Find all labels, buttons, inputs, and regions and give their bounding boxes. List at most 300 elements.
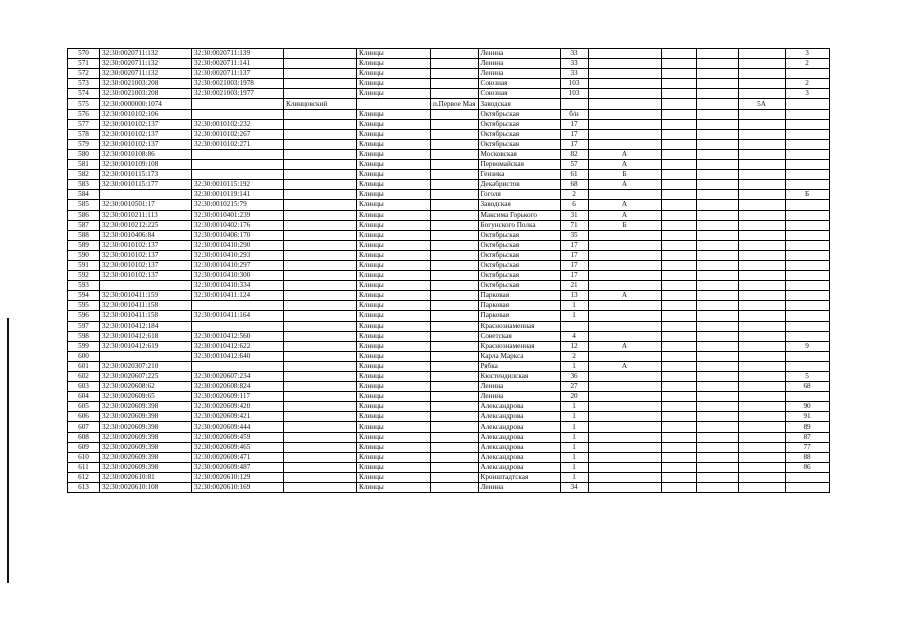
building-number-cell: 32:30:0010411:124: [192, 291, 284, 301]
parcel-number-cell: 32:30:0020711:132: [100, 49, 192, 59]
building-cell: [661, 271, 696, 281]
row-number-cell: 578: [68, 129, 100, 139]
row-number-cell: 605: [68, 402, 100, 412]
scan-edge-mark: [7, 318, 9, 583]
city-cell: Клинцы: [357, 361, 431, 371]
table-row: [68, 89, 830, 99]
street-cell: Гоголя: [478, 190, 560, 200]
building-number-cell: [192, 301, 284, 311]
house-number-cell: 17: [560, 260, 588, 270]
house-letter-cell: [588, 483, 661, 493]
city-cell: Клинцы: [357, 331, 431, 341]
house-number-cell: 57: [560, 160, 588, 170]
house-letter-cell: [588, 99, 661, 109]
street-cell: Карла Маркса: [478, 351, 560, 361]
row-number-cell: 599: [68, 341, 100, 351]
apartment-cell: 89: [785, 422, 829, 432]
city-cell: Клинцы: [357, 472, 431, 482]
house-letter-cell: [588, 311, 661, 321]
parcel-number-cell: [100, 190, 192, 200]
street-cell: Октябрьская: [478, 129, 560, 139]
parcel-number-cell: 32:30:0020711:132: [100, 59, 192, 69]
building-cell: [661, 89, 696, 99]
district-cell: [284, 260, 357, 270]
apartment-cell: 87: [785, 432, 829, 442]
building-number-cell: 32:30:0010412:640: [192, 351, 284, 361]
building-cell: [661, 99, 696, 109]
building-number-cell: 32:30:0010412:560: [192, 331, 284, 341]
house-letter-cell: [588, 260, 661, 270]
block-cell: [738, 442, 785, 452]
building-number-cell: 32:30:0010406:170: [192, 230, 284, 240]
table-row: [68, 119, 830, 129]
parcel-number-cell: 32:30:0010102:137: [100, 240, 192, 250]
row-number-cell: 594: [68, 291, 100, 301]
building-cell: [661, 372, 696, 382]
settlement-cell: [431, 200, 479, 210]
house-letter-cell: [588, 402, 661, 412]
house-number-cell: 12: [560, 341, 588, 351]
house-letter-cell: А: [588, 200, 661, 210]
block-cell: [738, 432, 785, 442]
apartment-cell: 3: [785, 49, 829, 59]
house-number-cell: 17: [560, 250, 588, 260]
table-row: [68, 149, 830, 159]
district-cell: [284, 160, 357, 170]
building-cell: [661, 361, 696, 371]
district-cell: [284, 382, 357, 392]
house-letter-cell: [588, 119, 661, 129]
house-number-cell: 35: [560, 230, 588, 240]
building-number-cell: [192, 149, 284, 159]
structure-cell: [696, 392, 738, 402]
city-cell: Клинцы: [357, 311, 431, 321]
house-letter-cell: [588, 271, 661, 281]
apartment-cell: [785, 483, 829, 493]
settlement-cell: [431, 432, 479, 442]
settlement-cell: [431, 271, 479, 281]
building-number-cell: 32:30:0010102:271: [192, 139, 284, 149]
city-cell: Клинцы: [357, 301, 431, 311]
settlement-cell: [431, 230, 479, 240]
row-number-cell: 598: [68, 331, 100, 341]
parcel-number-cell: 32:30:0021003:208: [100, 89, 192, 99]
house-number-cell: 33: [560, 59, 588, 69]
block-cell: [738, 452, 785, 462]
parcel-number-cell: 32:30:0010412:184: [100, 321, 192, 331]
house-number-cell: 1: [560, 301, 588, 311]
structure-cell: [696, 331, 738, 341]
building-number-cell: 32:30:0020610:129: [192, 472, 284, 482]
street-cell: Ленина: [478, 49, 560, 59]
house-letter-cell: [588, 351, 661, 361]
building-number-cell: 32:30:0010402:176: [192, 220, 284, 230]
settlement-cell: [431, 240, 479, 250]
row-number-cell: 604: [68, 392, 100, 402]
block-cell: [738, 129, 785, 139]
house-number-cell: 103: [560, 79, 588, 89]
house-letter-cell: [588, 442, 661, 452]
street-cell: Александрова: [478, 442, 560, 452]
street-cell: Ленина: [478, 382, 560, 392]
street-cell: Первомайская: [478, 160, 560, 170]
table-row: [68, 250, 830, 260]
structure-cell: [696, 59, 738, 69]
structure-cell: [696, 412, 738, 422]
settlement-cell: [431, 119, 479, 129]
building-cell: [661, 170, 696, 180]
district-cell: [284, 210, 357, 220]
block-cell: 5А: [738, 99, 785, 109]
city-cell: Клинцы: [357, 281, 431, 291]
district-cell: [284, 311, 357, 321]
building-number-cell: [192, 99, 284, 109]
structure-cell: [696, 79, 738, 89]
building-number-cell: 32:30:0010410:300: [192, 271, 284, 281]
district-cell: [284, 372, 357, 382]
block-cell: [738, 59, 785, 69]
apartment-cell: 77: [785, 442, 829, 452]
structure-cell: [696, 452, 738, 462]
apartment-cell: 86: [785, 462, 829, 472]
building-number-cell: [192, 170, 284, 180]
house-letter-cell: [588, 392, 661, 402]
apartment-cell: [785, 119, 829, 129]
table-row: [68, 462, 830, 472]
house-letter-cell: [588, 422, 661, 432]
house-letter-cell: [588, 49, 661, 59]
table-row: [68, 412, 830, 422]
table-row: [68, 59, 830, 69]
city-cell: Клинцы: [357, 190, 431, 200]
house-number-cell: 17: [560, 271, 588, 281]
building-number-cell: 32:30:0010411:164: [192, 311, 284, 321]
street-cell: Александрова: [478, 462, 560, 472]
settlement-cell: [431, 149, 479, 159]
district-cell: [284, 230, 357, 240]
street-cell: Краснознаменная: [478, 321, 560, 331]
building-number-cell: 32:30:0010102:232: [192, 119, 284, 129]
house-letter-cell: [588, 301, 661, 311]
table-row: [68, 180, 830, 190]
building-cell: [661, 79, 696, 89]
city-cell: Клинцы: [357, 59, 431, 69]
table-row: [68, 139, 830, 149]
settlement-cell: [431, 170, 479, 180]
building-cell: [661, 382, 696, 392]
house-letter-cell: [588, 281, 661, 291]
house-number-cell: 36: [560, 372, 588, 382]
house-letter-cell: А: [588, 291, 661, 301]
district-cell: [284, 291, 357, 301]
house-number-cell: 71: [560, 220, 588, 230]
parcel-number-cell: [100, 351, 192, 361]
building-number-cell: 32:30:0010215:79: [192, 200, 284, 210]
row-number-cell: 607: [68, 422, 100, 432]
house-number-cell: 31: [560, 210, 588, 220]
structure-cell: [696, 281, 738, 291]
city-cell: Клинцы: [357, 432, 431, 442]
structure-cell: [696, 200, 738, 210]
row-number-cell: 612: [68, 472, 100, 482]
table-row: [68, 200, 830, 210]
block-cell: [738, 483, 785, 493]
settlement-cell: п.Первое Мая: [431, 99, 479, 109]
apartment-cell: [785, 139, 829, 149]
house-number-cell: 33: [560, 49, 588, 59]
parcel-number-cell: 32:30:0010102:137: [100, 260, 192, 270]
house-letter-cell: А: [588, 210, 661, 220]
table-row: [68, 472, 830, 482]
district-cell: [284, 422, 357, 432]
city-cell: Клинцы: [357, 483, 431, 493]
block-cell: [738, 79, 785, 89]
settlement-cell: [431, 301, 479, 311]
district-cell: [284, 149, 357, 159]
house-letter-cell: [588, 372, 661, 382]
structure-cell: [696, 301, 738, 311]
row-number-cell: 597: [68, 321, 100, 331]
house-number-cell: 1: [560, 422, 588, 432]
parcel-number-cell: 32:30:0010212:225: [100, 220, 192, 230]
district-cell: [284, 250, 357, 260]
district-cell: [284, 139, 357, 149]
settlement-cell: [431, 291, 479, 301]
settlement-cell: [431, 422, 479, 432]
house-letter-cell: Б: [588, 170, 661, 180]
house-number-cell: 1: [560, 311, 588, 321]
building-number-cell: 32:30:0010401:239: [192, 210, 284, 220]
structure-cell: [696, 240, 738, 250]
apartment-cell: [785, 281, 829, 291]
district-cell: [284, 301, 357, 311]
row-number-cell: 595: [68, 301, 100, 311]
district-cell: [284, 452, 357, 462]
table-row: [68, 170, 830, 180]
district-cell: Клинцовский: [284, 99, 357, 109]
house-number-cell: 1: [560, 462, 588, 472]
structure-cell: [696, 291, 738, 301]
apartment-cell: 9: [785, 341, 829, 351]
building-cell: [661, 462, 696, 472]
street-cell: Александрова: [478, 412, 560, 422]
block-cell: [738, 200, 785, 210]
building-number-cell: 32:30:0020711:139: [192, 49, 284, 59]
apartment-cell: [785, 109, 829, 119]
district-cell: [284, 361, 357, 371]
house-letter-cell: [588, 432, 661, 442]
settlement-cell: [431, 49, 479, 59]
district-cell: [284, 69, 357, 79]
apartment-cell: [785, 361, 829, 371]
district-cell: [284, 190, 357, 200]
block-cell: [738, 210, 785, 220]
row-number-cell: 601: [68, 361, 100, 371]
row-number-cell: 613: [68, 483, 100, 493]
district-cell: [284, 412, 357, 422]
block-cell: [738, 351, 785, 361]
block-cell: [738, 392, 785, 402]
house-letter-cell: А: [588, 160, 661, 170]
row-number-cell: 586: [68, 210, 100, 220]
table-row: [68, 49, 830, 59]
street-cell: Парковая: [478, 301, 560, 311]
settlement-cell: [431, 442, 479, 452]
house-letter-cell: [588, 139, 661, 149]
building-cell: [661, 341, 696, 351]
parcel-number-cell: 32:30:0010102:137: [100, 119, 192, 129]
row-number-cell: 592: [68, 271, 100, 281]
district-cell: [284, 472, 357, 482]
settlement-cell: [431, 361, 479, 371]
house-letter-cell: [588, 79, 661, 89]
house-number-cell: 1: [560, 452, 588, 462]
structure-cell: [696, 311, 738, 321]
city-cell: Клинцы: [357, 79, 431, 89]
building-number-cell: 32:30:0010410:290: [192, 240, 284, 250]
row-number-cell: 575: [68, 99, 100, 109]
parcel-number-cell: 32:30:0020609:398: [100, 442, 192, 452]
street-cell: Октябрьская: [478, 230, 560, 240]
settlement-cell: [431, 392, 479, 402]
block-cell: [738, 250, 785, 260]
structure-cell: [696, 190, 738, 200]
city-cell: Клинцы: [357, 49, 431, 59]
house-number-cell: 1: [560, 442, 588, 452]
block-cell: [738, 180, 785, 190]
table-row: [68, 240, 830, 250]
street-cell: Александрова: [478, 402, 560, 412]
structure-cell: [696, 220, 738, 230]
building-number-cell: [192, 321, 284, 331]
city-cell: Клинцы: [357, 402, 431, 412]
house-letter-cell: [588, 382, 661, 392]
street-cell: Гензика: [478, 170, 560, 180]
parcel-number-cell: 32:30:0010115:177: [100, 180, 192, 190]
street-cell: Заводская: [478, 200, 560, 210]
block-cell: [738, 291, 785, 301]
building-number-cell: 32:30:0010410:334: [192, 281, 284, 291]
house-number-cell: 17: [560, 240, 588, 250]
building-number-cell: 32:30:0021003:1977: [192, 89, 284, 99]
building-cell: [661, 331, 696, 341]
city-cell: Клинцы: [357, 89, 431, 99]
table-row: [68, 109, 830, 119]
city-cell: Клинцы: [357, 271, 431, 281]
district-cell: [284, 281, 357, 291]
building-cell: [661, 291, 696, 301]
city-cell: Клинцы: [357, 392, 431, 402]
table-row: [68, 331, 830, 341]
apartment-cell: Б: [785, 190, 829, 200]
table-row: [68, 361, 830, 371]
parcel-number-cell: 32:30:0020607:225: [100, 372, 192, 382]
row-number-cell: 582: [68, 170, 100, 180]
structure-cell: [696, 341, 738, 351]
house-letter-cell: [588, 472, 661, 482]
building-cell: [661, 119, 696, 129]
settlement-cell: [431, 311, 479, 321]
row-number-cell: 581: [68, 160, 100, 170]
street-cell: Парковая: [478, 291, 560, 301]
structure-cell: [696, 230, 738, 240]
row-number-cell: 576: [68, 109, 100, 119]
building-cell: [661, 69, 696, 79]
building-number-cell: [192, 361, 284, 371]
street-cell: Октябрьская: [478, 271, 560, 281]
city-cell: Клинцы: [357, 69, 431, 79]
district-cell: [284, 392, 357, 402]
block-cell: [738, 230, 785, 240]
table-row: [68, 271, 830, 281]
district-cell: [284, 180, 357, 190]
row-number-cell: 591: [68, 260, 100, 270]
structure-cell: [696, 49, 738, 59]
house-letter-cell: [588, 240, 661, 250]
city-cell: Клинцы: [357, 442, 431, 452]
row-number-cell: 606: [68, 412, 100, 422]
settlement-cell: [431, 180, 479, 190]
apartment-cell: [785, 321, 829, 331]
apartment-cell: [785, 240, 829, 250]
building-cell: [661, 180, 696, 190]
apartment-cell: 88: [785, 452, 829, 462]
structure-cell: [696, 271, 738, 281]
block-cell: [738, 472, 785, 482]
parcel-number-cell: 32:30:0010102:137: [100, 271, 192, 281]
block-cell: [738, 422, 785, 432]
block-cell: [738, 170, 785, 180]
apartment-cell: 68: [785, 382, 829, 392]
city-cell: Клинцы: [357, 341, 431, 351]
row-number-cell: 577: [68, 119, 100, 129]
apartment-cell: [785, 210, 829, 220]
table-row: [68, 311, 830, 321]
apartment-cell: [785, 392, 829, 402]
block-cell: [738, 321, 785, 331]
settlement-cell: [431, 402, 479, 412]
building-cell: [661, 392, 696, 402]
table-row: [68, 129, 830, 139]
table-row: [68, 301, 830, 311]
building-number-cell: 32:30:0020607:234: [192, 372, 284, 382]
house-letter-cell: Б: [588, 220, 661, 230]
house-letter-cell: А: [588, 361, 661, 371]
parcel-number-cell: 32:30:0010411:159: [100, 291, 192, 301]
district-cell: [284, 89, 357, 99]
house-number-cell: 33: [560, 69, 588, 79]
block-cell: [738, 372, 785, 382]
street-cell: Октябрьская: [478, 139, 560, 149]
house-number-cell: 68: [560, 180, 588, 190]
house-number-cell: 2: [560, 190, 588, 200]
house-number-cell: 103: [560, 89, 588, 99]
building-number-cell: [192, 109, 284, 119]
row-number-cell: 600: [68, 351, 100, 361]
apartment-cell: 2: [785, 59, 829, 69]
structure-cell: [696, 472, 738, 482]
house-letter-cell: [588, 321, 661, 331]
block-cell: [738, 109, 785, 119]
parcel-number-cell: 32:30:0020609:65: [100, 392, 192, 402]
house-number-cell: 2: [560, 351, 588, 361]
house-letter-cell: [588, 190, 661, 200]
city-cell: Клинцы: [357, 422, 431, 432]
street-cell: Октябрьская: [478, 119, 560, 129]
street-cell: Октябрьская: [478, 109, 560, 119]
city-cell: Клинцы: [357, 109, 431, 119]
table-row: [68, 281, 830, 291]
